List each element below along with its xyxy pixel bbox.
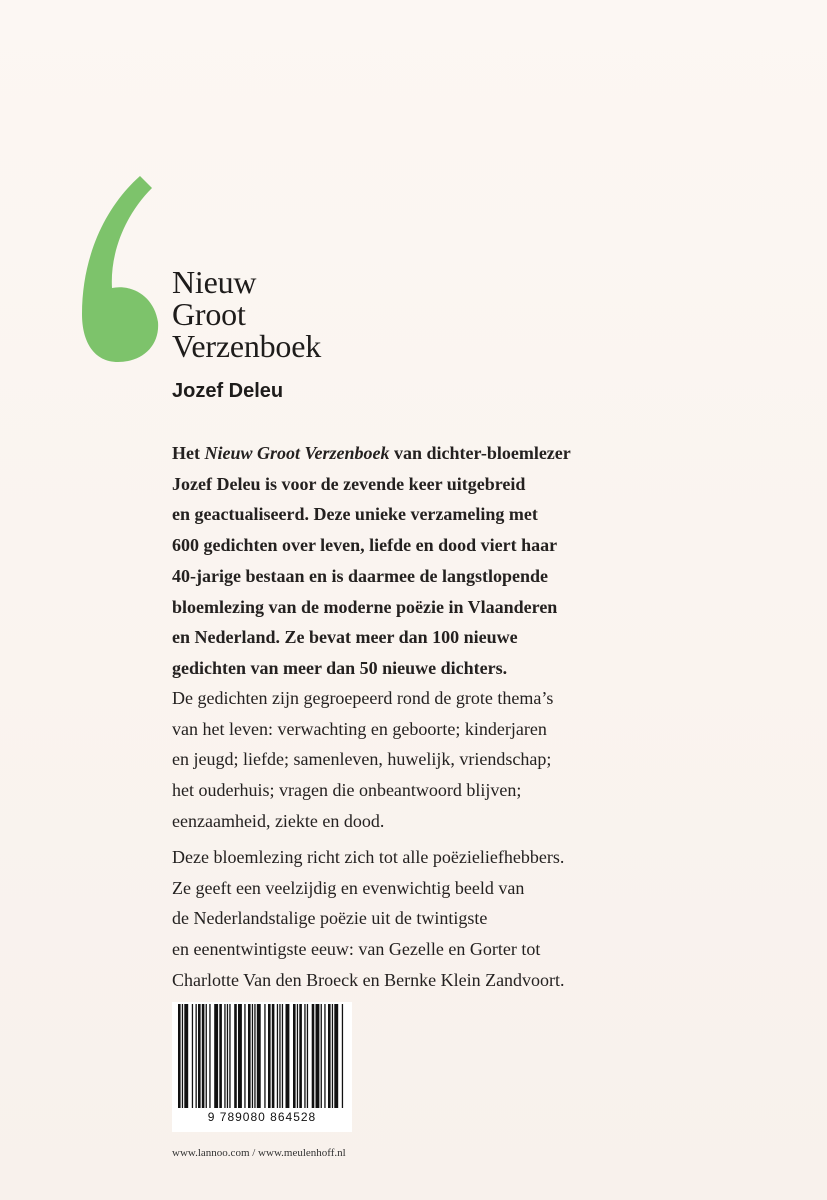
barcode-bar [264,1004,265,1108]
paragraph-line: De gedichten zijn gegroepeerd rond de grote thema’s [172,688,554,708]
paragraph-line: en eenentwintigste eeuw: van Gezelle en Gorter tot [172,939,541,960]
paragraph-line: bloemlezing van de moderne poëzie in Vlaanderen [172,596,558,617]
barcode-bar [178,1004,181,1108]
description-paragraph-1 [172,438,792,684]
barcode-bar [321,1004,322,1108]
opening-quote-mark-icon [82,176,172,366]
isbn-barcode [172,1002,352,1132]
paragraph-1-line-1 [172,438,792,469]
paragraph-line: eenzaamheid, ziekte en dood. [172,810,385,831]
barcode-bar [238,1004,242,1108]
paragraph-line: het ouderhuis; vragen die onbeantwoord blijven; [172,780,522,801]
barcode-bar [332,1004,333,1108]
barcode-bar [312,1004,315,1108]
paragraph-line: en Nederland. Ze bevat meer dan 100 nieuwe [172,627,518,648]
paragraph-line: 600 gedichten over leven, liefde en dood viert haar [172,535,558,556]
title-line-2: Groot [172,296,246,332]
barcode-bar [244,1004,245,1108]
book-title [172,266,321,362]
barcode-bar [224,1004,225,1108]
barcode-bar [279,1004,280,1108]
barcode-bar [286,1004,290,1108]
line-1-text-before: Het [172,443,205,463]
barcode-bar [252,1004,253,1108]
title-line-3: Verzenboek [172,328,322,364]
barcode-bar [277,1004,278,1108]
paragraph-line: Jozef Deleu is voor de zevende keer uitgebreid [172,473,526,494]
barcode-bar [307,1004,308,1108]
barcode-bar [214,1004,218,1108]
paragraph-line: en jeugd; liefde; samenleven, huwelijk, vriendschap; [172,749,552,770]
barcode-bar [316,1004,320,1108]
barcode-bar [184,1004,188,1108]
paragraph-line: de Nederlandstalige poëzie uit de twintigste [172,908,488,929]
barcode-digits: 9 789080 864528 [207,1110,317,1124]
paragraph-line: gedichten van meer dan 50 nieuwe dichters. [172,657,508,678]
publisher-websites: www.lannoo.com / www.meulenhoff.nl [172,1147,346,1159]
barcode-bar [293,1004,296,1108]
barcode-bar [248,1004,251,1108]
barcode-bar [282,1004,283,1108]
barcode-bars [172,1002,352,1110]
barcode-bar [202,1004,205,1108]
barcode-bar [272,1004,275,1108]
paragraph-line: Deze bloemlezing richt zich tot alle poëzieliefhebbers. [172,847,565,867]
barcode-bar [206,1004,207,1108]
title-line-1: Nieuw [172,264,257,300]
paragraph-line: van het leven: verwachting en geboorte; kinderjaren [172,718,547,739]
barcode-bar [334,1004,338,1108]
description-paragraph-3 [172,842,792,996]
description-paragraph-2 [172,683,792,837]
barcode-bar [254,1004,255,1108]
barcode-bar [209,1004,210,1108]
paragraph-line: en geactualiseerd. Deze unieke verzameling met [172,504,538,525]
barcode-bar [219,1004,222,1108]
barcode-bar [234,1004,237,1108]
barcode-bar [227,1004,228,1108]
paragraph-line: Charlotte Van den Broeck en Bernke Klein Zandvoort. [172,969,565,990]
barcode-bar [198,1004,201,1108]
author-name: Jozef Deleu [172,380,284,402]
barcode-bar [229,1004,230,1108]
italic-book-title: Nieuw Groot Verzenboek [204,443,390,463]
barcode-bar [324,1004,325,1108]
barcode-bar [299,1004,302,1108]
barcode-bar [297,1004,298,1108]
barcode-bar [342,1004,343,1108]
barcode-bar [182,1004,183,1108]
barcode-bar [257,1004,261,1108]
barcode-bar [196,1004,197,1108]
paragraph-line: 40-jarige bestaan en is daarmee de langstlopende [172,565,548,586]
barcode-bar [304,1004,305,1108]
barcode-bar [268,1004,271,1108]
barcode-bar [192,1004,193,1108]
line-1-text-after: van dichter-bloemlezer [389,443,571,463]
barcode-bar [328,1004,331,1108]
paragraph-line: Ze geeft een veelzijdig en evenwichtig beeld van [172,877,525,898]
